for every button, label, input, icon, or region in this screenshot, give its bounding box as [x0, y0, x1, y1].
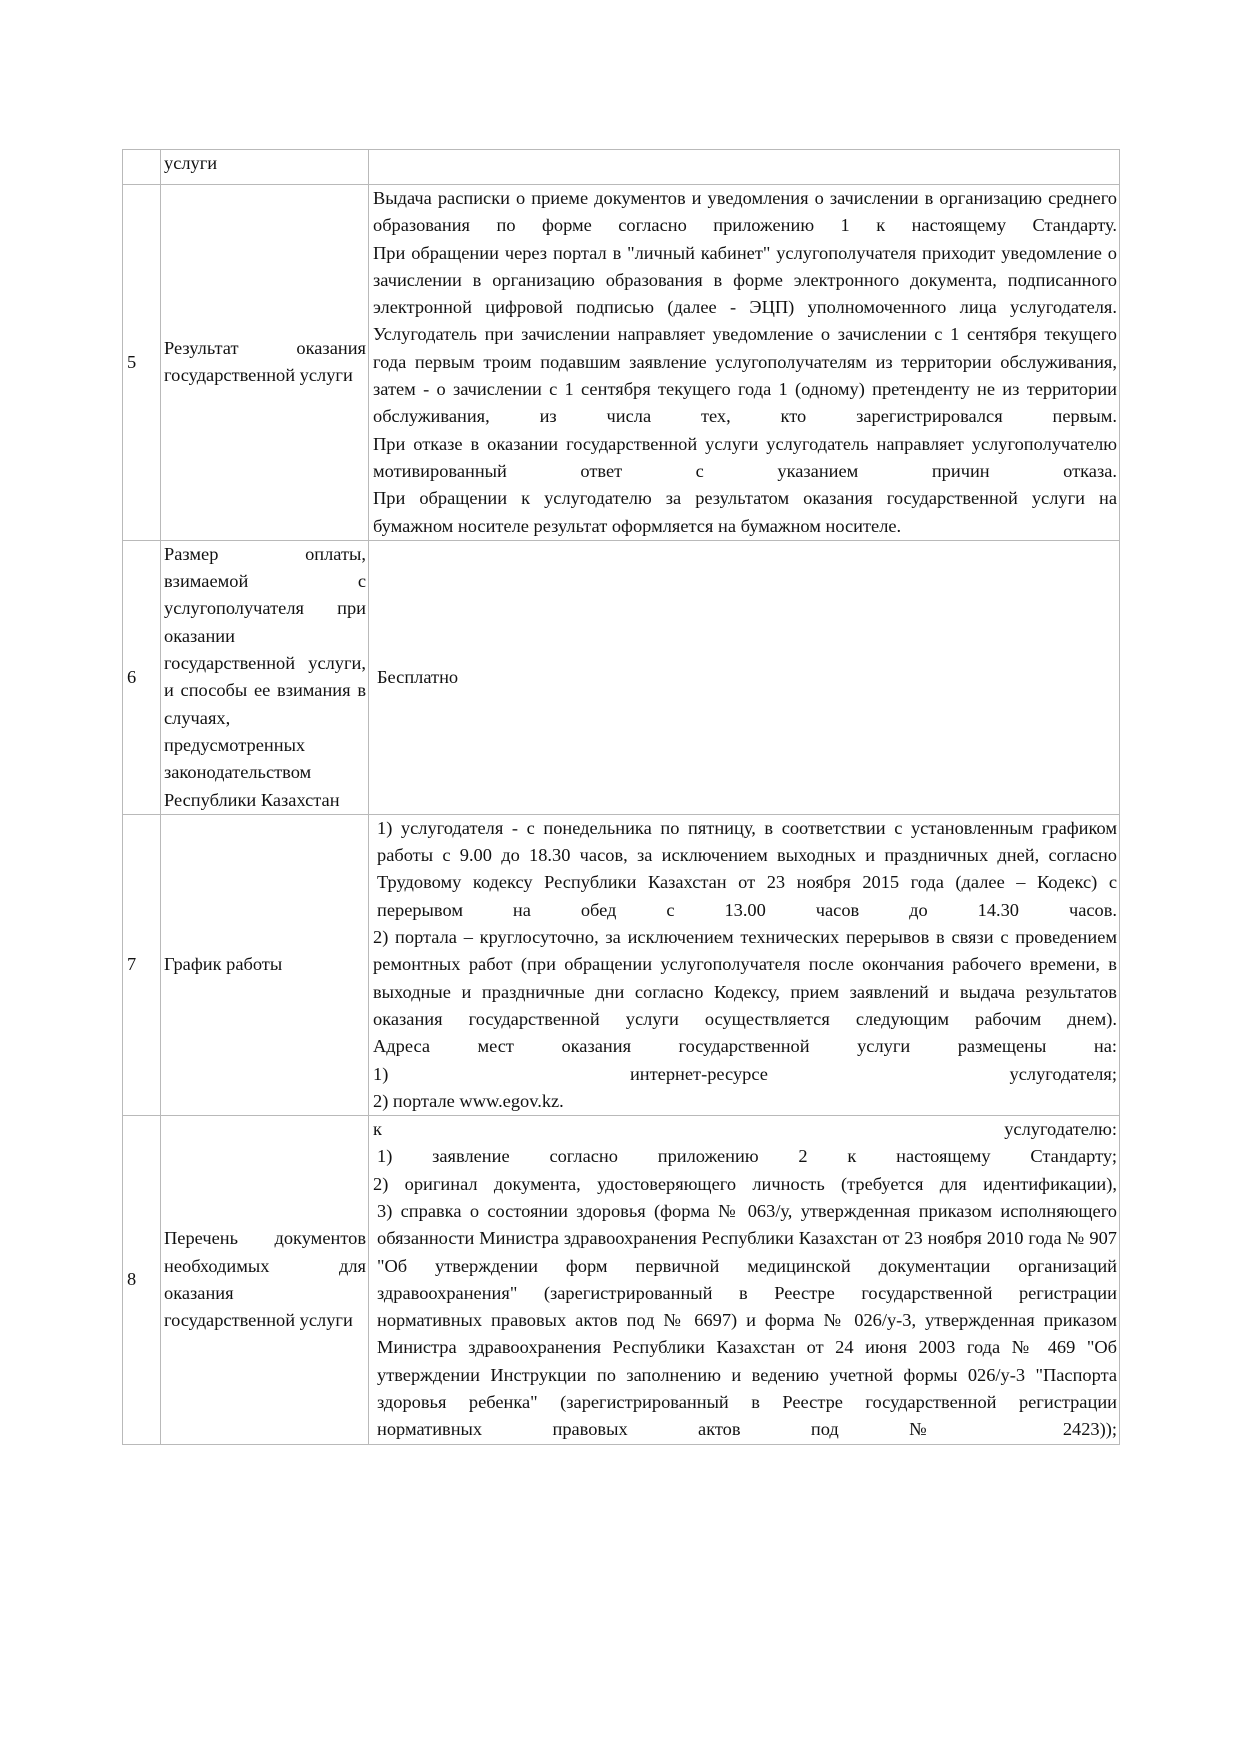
row-name: Размер оплаты, взимаемой с услугополучателя при оказании государственной услуги, и способы ее взимания в случаях, предусмотренных законодательством Республики Казахстан — [161, 540, 369, 814]
description-paragraph: Выдача расписки о приеме документов и уведомления о зачислении в организацию среднего образования по форме согласно приложению 1 к настоящему Стандарту. — [373, 188, 1117, 236]
description-paragraph: к услугодателю: — [373, 1119, 1117, 1140]
row-description — [369, 185, 1120, 541]
row-name: График работы — [161, 814, 369, 1115]
description-paragraph: 2) портала – круглосуточно, за исключением технических перерывов в связи с проведением ремонтных работ (при обращении услугополучателя после окончания рабочего времени, в выходные и праздничные дни согласно Кодексу, прием заявлений и выдача результатов оказания государственной услуги осуществляется следующим рабочим днем). — [373, 927, 1117, 1029]
row-number: 6 — [123, 540, 161, 814]
row-description — [369, 540, 1120, 814]
row-number: 8 — [123, 1116, 161, 1445]
row-name: Результат оказания государственной услуги — [161, 185, 369, 541]
row-number — [123, 150, 161, 185]
table-row — [123, 185, 1120, 541]
description-paragraph: При обращении через портал в "личный кабинет" услугополучателя приходит уведомление о зачислении в организацию образования в форме электронного документа, подписанного электронной цифровой подписью (далее - ЭЦП) уполномоченного лица услугодателя. — [373, 242, 1117, 318]
description-paragraph: 3) справка о состоянии здоровья (форма № 063/у, утвержденная приказом исполняющего обязанности Министра здравоохранения Республики Казахстан от 23 ноября 2010 года № 907 "Об утверждении форм первичной медицинской документации организаций здравоохранения" (зарегистрированный в Реестре государственной регистрации нормативных правовых актов под № 6697) и форма № 026/у-3, утвержденная приказом Министра здравоохранения Республики Казахстан от 24 июня 2003 года № 469 "Об утверждении Инструкции по заполнению и ведению учетной формы 026/у-3 "Паспорта здоровья ребенка" (зарегистрированный в Реестре государственной регистрации нормативных правовых актов под № 2423)); — [377, 1200, 1117, 1440]
table-row — [123, 1116, 1120, 1445]
description-paragraph: 2) портале www.egov.kz. — [373, 1090, 564, 1111]
row-description — [369, 1116, 1120, 1445]
description-paragraph: 1) интернет-ресурсе услугодателя; — [373, 1063, 1117, 1084]
table-row — [123, 150, 1120, 185]
row-number: 5 — [123, 185, 161, 541]
row-description — [369, 814, 1120, 1115]
description-paragraph: Бесплатно — [377, 666, 459, 687]
description-paragraph: 1) услугодателя - с понедельника по пятницу, в соответствии с установленным графиком работы с 9.00 до 18.30 часов, за исключением выходных и праздничных дней, согласно Трудовому кодексу Республики Казахстан от 23 ноября 2015 года (далее – Кодекс) с перерывом на обед с 13.00 часов до 14.30 часов. — [377, 817, 1117, 920]
row-number: 7 — [123, 814, 161, 1115]
row-name: Перечень документов необходимых для оказания государственной услуги — [161, 1116, 369, 1445]
description-paragraph: 1) заявление согласно приложению 2 к настоящему Стандарту; — [377, 1146, 1117, 1167]
row-description — [369, 150, 1120, 185]
description-paragraph: Услугодатель при зачислении направляет уведомление о зачислении с 1 сентября текущего года первым троим подавшим заявление услугополучателям из территории обслуживания, затем - о зачислении с 1 сентября текущего года 1 (одному) претенденту не из территории обслуживания, из числа тех, кто зарегистрировался первым. — [373, 324, 1117, 427]
table-row — [123, 540, 1120, 814]
description-paragraph: Адреса мест оказания государственной услуги размещены на: — [373, 1036, 1117, 1057]
standard-table — [122, 149, 1120, 1445]
row-name: услуги — [161, 150, 369, 185]
description-paragraph: 2) оригинал документа, удостоверяющего личность (требуется для идентификации), — [373, 1173, 1117, 1194]
table-row — [123, 814, 1120, 1115]
description-paragraph: При отказе в оказании государственной услуги услугодатель направляет услугополучателю мотивированный ответ с указанием причин отказа. — [373, 433, 1117, 481]
description-paragraph: При обращении к услугодателю за результатом оказания государственной услуги на бумажном носителе результат оформляется на бумажном носителе. — [373, 488, 1117, 536]
